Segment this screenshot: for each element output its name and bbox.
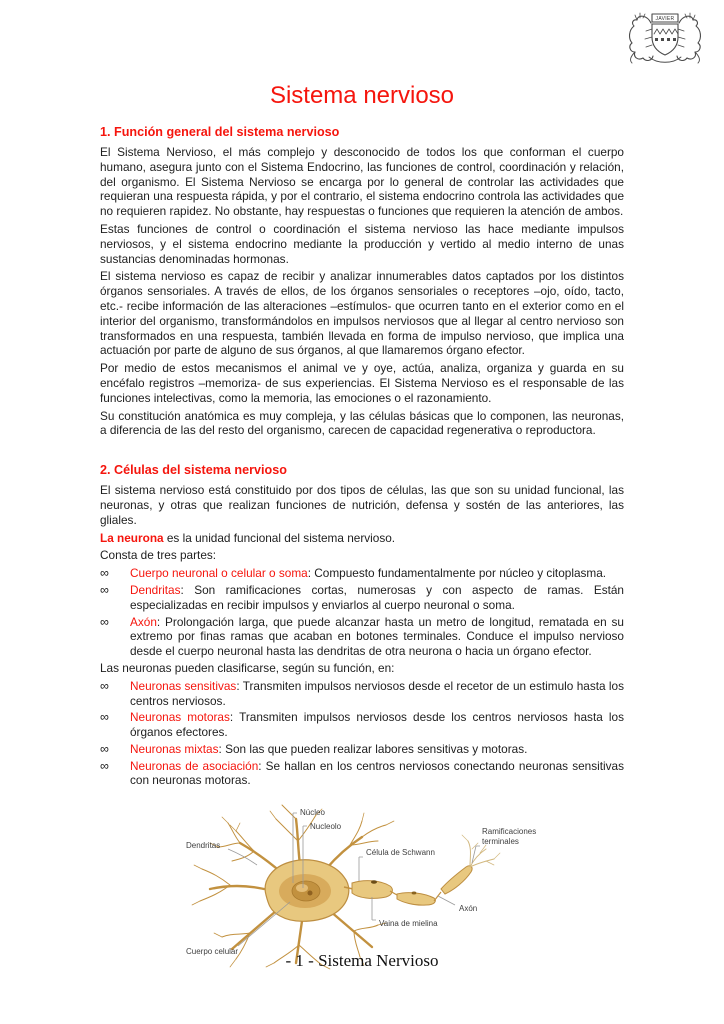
paragraph: Las neuronas pueden clasificarse, según su función, en: (100, 660, 395, 675)
term-highlight: Axón (130, 614, 157, 629)
nucleolus (308, 891, 313, 896)
term-highlight: Dendritas (130, 582, 181, 597)
diagram-label-axon: Axón (459, 904, 478, 914)
page-footer: - 1 - Sistema Nervioso (285, 951, 439, 970)
nucleus-highlight (296, 884, 308, 892)
infinity-bullet-icon: ∞ (100, 582, 109, 597)
term-desc: : Compuesto fundamentalmente por núcleo y citoplasma. (307, 566, 607, 581)
infinity-bullet-icon: ∞ (100, 614, 109, 629)
term-highlight: Neuronas mixtas (130, 741, 219, 756)
list-item (100, 615, 624, 659)
term-highlight: Cuerpo neuronal o celular o soma (130, 566, 308, 581)
school-crest-logo (623, 7, 707, 69)
infinity-bullet-icon: ∞ (100, 741, 109, 756)
term-highlight: Neuronas de asociación (130, 758, 259, 773)
label-leader-lines (228, 813, 480, 946)
term-highlight: Neuronas sensitivas (130, 678, 237, 693)
term-desc: : Son ramificaciones cortas, numerosas y con aspecto de ramas. Están especializadas en recibir impulsos y enviarlos al cuerpo neuronal o soma. (130, 582, 624, 612)
nucleus (292, 881, 320, 901)
document-content (100, 82, 624, 976)
list-item (100, 710, 624, 740)
paragraph: Estas funciones de control o coordinación el sistema nervioso las hace mediante impulsos nerviosos, y el sistema endocrino mediante la producción y vertido al medio interno de unas sustancias denominadas hormonas. (100, 221, 624, 266)
term-highlight: La neurona (100, 530, 164, 545)
term-desc: : Son las que pueden realizar labores sensitivas y motoras. (218, 741, 528, 756)
paragraph: El sistema nervioso es capaz de recibir y analizar innumerables datos captados por los distintos órganos sensoriales. A través de ellos, de los órganos sensoriales o receptores –ojo, oído, tacto, etc.- recibe información de las alteraciones –estímulos- que ocurren tanto en el exterior como en el interior del organismo, transformándolos en impulsos nerviosos que al llegar al centro nervioso son transformados en una respuesta, también llevada en forma de impulso nervioso, que implica una actuación por parte de alguno de sus órganos, al que llamaremos órgano efector. (100, 269, 624, 358)
term-highlight: Neuronas motoras (130, 710, 230, 725)
diagram-label-celula-schwann: Célula de Schwann (366, 848, 435, 858)
lion-supporter-icon (630, 13, 653, 63)
neuron-parts-list (100, 566, 624, 659)
paragraph: El Sistema Nervioso, el más complejo y desconocido de todos los que conforman el cuerpo humano, asegura junto con el Sistema Endocrino, las funciones de control, coordinación y relación, del organismo. El Sistema Nervioso se encarga por lo general de controlar las actividades que requieran una respuesta rápida, y por el contrario, el sistema endocrino controla las actividades que no requieren rapidez. No obstante, hay respuestas o funciones que requieren la atención de ambos. (100, 145, 624, 219)
diagram-label-ramificaciones: Ramificaciones (482, 827, 537, 837)
crest-banner-text: JAVIER (655, 16, 675, 22)
infinity-bullet-icon: ∞ (100, 710, 109, 725)
term-desc: : Se hallan en los centros nerviosos conectando neuronas sensitivas con neuronas motoras. (130, 758, 624, 788)
term-desc: : Transmiten impulsos nerviosos desde los centros nerviosos hasta los órganos efectores. (130, 710, 624, 740)
diagram-label-nucleo: Núcleo (300, 808, 325, 818)
diagram-label-cuerpo-celular: Cuerpo celular (186, 947, 239, 957)
list-item (100, 566, 624, 581)
diagram-label-dendritas: Dendritas (186, 841, 221, 851)
infinity-bullet-icon: ∞ (100, 758, 109, 773)
schwann-cell-nucleus (371, 880, 377, 884)
paragraph: Por medio de estos mecanismos el animal ve y oye, actúa, analiza, organiza y guarda en su encéfalo registros –memoriza- de sus experiencias. El Sistema Nervioso es el responsable de las funciones intelectivas, como la memoria, las emociones o el razonamiento. (100, 361, 624, 405)
list-item (100, 742, 624, 757)
term-desc: : Transmiten impulsos nerviosos desde el recetor de un estimulo hasta los centros nerviosos. (130, 678, 624, 708)
axon-segments (344, 866, 472, 905)
section-heading-2: 2. Células del sistema nervioso (100, 463, 287, 478)
diagram-label-terminales: terminales (482, 837, 519, 847)
list-item (100, 583, 624, 613)
paragraph: El sistema nervioso está constituido por dos tipos de células, las que son su unidad funcional, las neuronas, y otras que realizan funciones de nutrición, defensa y sostén de las anteriores, las gliales. (100, 483, 624, 527)
page-title: Sistema nervioso (269, 82, 455, 109)
paragraph: Su constitución anatómica es muy compleja, y las células básicas que lo componen, las neuronas, a diferencia de las del resto del organismo, carecen de capacidad regenerativa o reproductora. (100, 408, 624, 438)
infinity-bullet-icon: ∞ (100, 678, 109, 693)
list-item (100, 759, 624, 789)
paragraph (100, 531, 624, 546)
diagram-label-nucleolo: Nucleolo (310, 822, 342, 832)
infinity-bullet-icon: ∞ (100, 566, 109, 581)
neuron-types-list (100, 679, 624, 789)
term-desc: : Prolongación larga, que puede alcanzar hasta un metro de longitud, rematada en su extremo por finas ramas que acaban en botones terminales. Conduce el impulso nervioso desde el cuerpo neuronal hasta las dendritas de otra neurona o hacia un órgano efector. (130, 614, 624, 659)
diagram-label-vaina-mielina: Vaina de mielina (379, 919, 438, 929)
term-rest: es la unidad funcional del sistema nervioso. (163, 530, 396, 545)
list-item (100, 679, 624, 709)
paragraph: Consta de tres partes: (100, 548, 217, 563)
section-heading-1: 1. Función general del sistema nervioso (100, 125, 340, 139)
